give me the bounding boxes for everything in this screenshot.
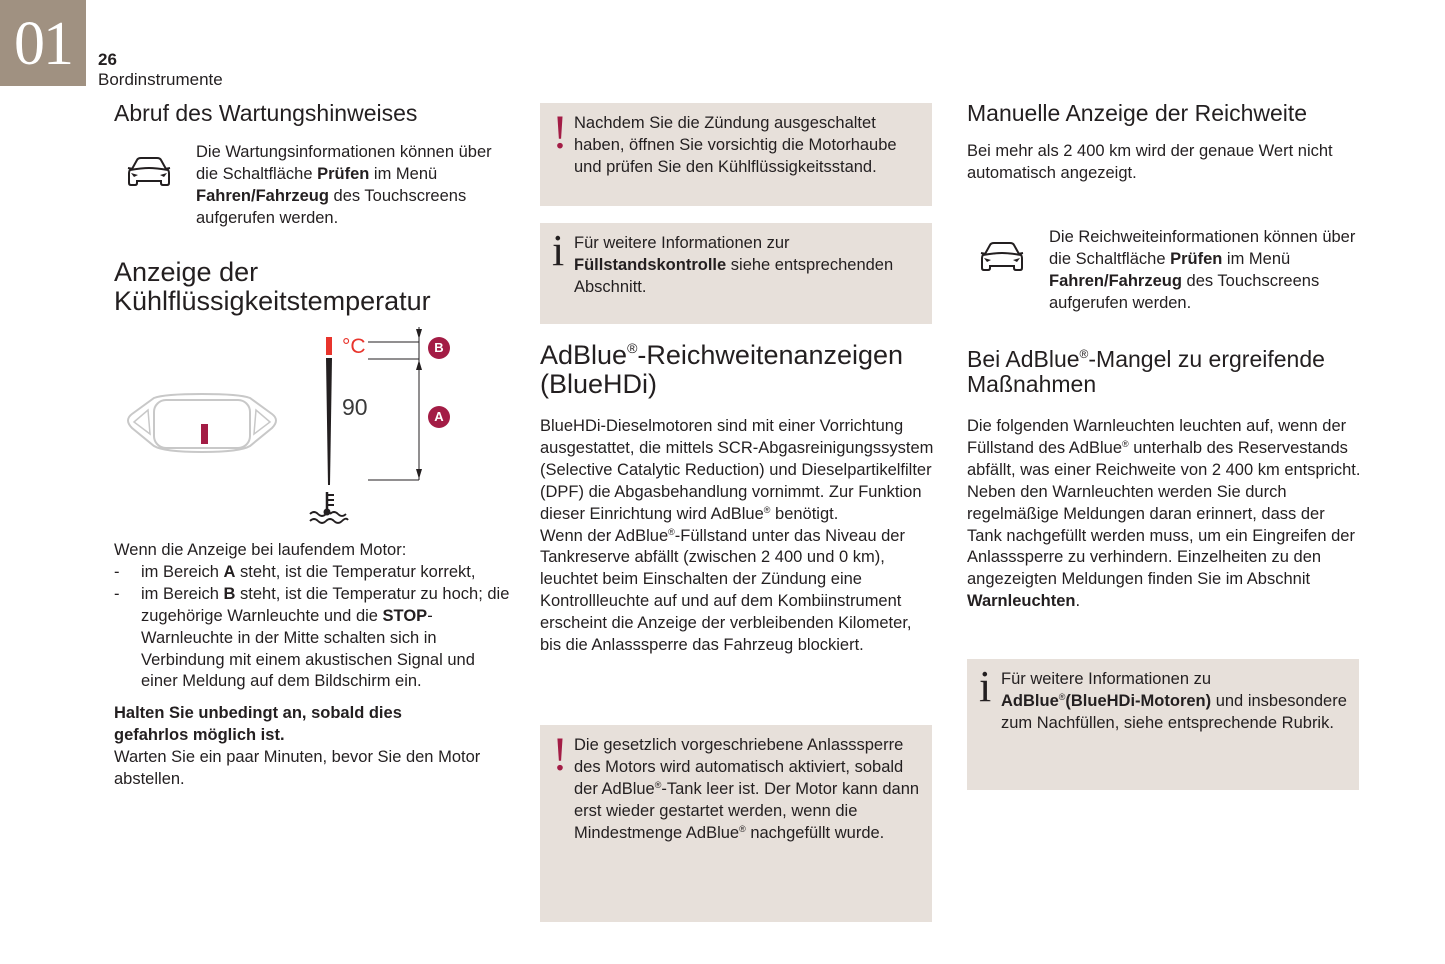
list-item: - im Bereich B steht, ist die Temperatur zu hoch; die zugehörige Warnleuchte und die STOP-Warnleuchte in der Mitte schalten sich in Verbindung mit einem akustischen Signal und einer Meldung auf dem Bildschirm ein. [114, 584, 510, 691]
warning-note-1 [540, 103, 932, 206]
instrument-cluster-illustration [124, 388, 280, 458]
gauge-red-zone [326, 337, 332, 355]
link-adblue-motoren: (BlueHDi-Motoren) [1065, 691, 1212, 710]
zone-a-badge: A [428, 406, 450, 428]
menu-reference: Fahren/Fahrzeug [1049, 271, 1182, 290]
temperature-indicator-bar [201, 424, 208, 444]
shortage-title: Bei AdBlue®-Mangel zu ergreifende Maßnahmen [967, 346, 1325, 397]
chapter-tab [0, 0, 86, 86]
info-note-1-text: Für weitere Informationen zur Füllstandskontrolle siehe entsprechenden Abschnitt. [574, 234, 894, 296]
info-note-2-text: Für weitere Informationen zu AdBlue®(BlueHDi-Motoren) und insbesondere zum Nachfüllen, siehe entsprechende Rubrik. [1001, 670, 1347, 732]
adblue-paragraph-1: BlueHDi-Dieselmotoren sind mit einer Vorrichtung ausgestattet, die mittels SCR-Abgasreinigungssystem (Selective Catalytic Reduction) und Dieselpartikelfilter (DPF) die Abgasbehandlung vornimmt. Zur Funktion dieser Einrichtung wird AdBlue® benötigt. [540, 417, 934, 523]
shortage-paragraph-1: Die folgenden Warnleuchten leuchten auf, wenn der Füllstand des AdBlue® unterhalb des Reservestands abfällt, was einer Reichweite von 2 400 km entspricht. [967, 417, 1361, 479]
gauge-needle-scale [326, 358, 332, 485]
range-info-text: Die Reichweiteinformationen können über die Schaltfläche Prüfen im Menü Fahren/Fahrzeug des Touchscreens aufgerufen werden. [1049, 228, 1356, 312]
adblue-title: AdBlue®-Reichweitenanzeigen (BlueHDi) [540, 340, 904, 399]
info-icon: i [979, 662, 992, 711]
coolant-title: Anzeige der Kühlflüssigkeitstemperatur [114, 257, 431, 316]
list-item: - im Bereich A steht, ist die Temperatur korrekt, [114, 562, 476, 581]
coolant-body [114, 540, 514, 791]
button-reference-pruefen: Prüfen [317, 164, 370, 183]
info-icon: i [552, 226, 565, 275]
chapter-number: 01 [14, 10, 72, 78]
warning-note-2 [540, 725, 932, 922]
coolant-temperature-icon [308, 490, 350, 526]
chapter-title: Bordinstrumente [98, 70, 223, 89]
wait-text: Warten Sie ein paar Minuten, bevor Sie den Motor abstellen. [114, 748, 481, 789]
adblue-body [540, 416, 936, 657]
adblue-paragraph-2: Wenn der AdBlue®-Füllstand unter das Niveau der Tankreserve abfällt (zwischen 2 400 und 0 km), leuchtet beim Einschalten der Zündung eine Kontrollleuchte auf und auf dem Kombiinstrument erscheint die Anzeige der verbleibenden Kilometer, bis die Anlasssperre das Fahrzeug blockiert. [540, 526, 912, 655]
page-number: 26 [98, 50, 117, 69]
value-label: 90 [342, 394, 368, 420]
warning-icon: ! [552, 728, 568, 781]
maintenance-text: Die Wartungsinformationen können über die Schaltfläche Prüfen im Menü Fahren/Fahrzeug des Touchscreens aufgerufen werden. [196, 143, 492, 227]
link-fuellstandskontrolle: Füllstandskontrolle [574, 255, 727, 274]
shortage-body [967, 416, 1363, 613]
link-warnleuchten: Warnleuchten [967, 592, 1076, 611]
shortage-paragraph-2: Neben den Warnleuchten werden Sie durch regelmäßige Meldungen daran erinnert, dass der Tank nachgefüllt werden muss, um ein Eingreifen der Anlasssperre zu verhindern. Einzelheiten zu den angezeigten Meldungen finden Sie im Abschnit Warnleuchten. [967, 482, 1355, 611]
manual-range-title: Manuelle Anzeige der Reichweite [967, 100, 1308, 126]
maintenance-title: Abruf des Wartungshinweises [114, 100, 418, 126]
car-front-icon [126, 155, 172, 189]
coolant-intro: Wenn die Anzeige bei laufendem Motor: [114, 541, 407, 559]
info-note-2 [967, 659, 1359, 790]
zone-b-badge: B [428, 337, 450, 359]
manual-range-text: Bei mehr als 2 400 km wird der genaue Wert nicht automatisch angezeigt. [967, 142, 1333, 182]
unit-label: °C [342, 335, 366, 358]
warning-icon: ! [552, 106, 568, 159]
car-front-icon [979, 240, 1025, 274]
stop-warning: Halten Sie unbedingt an, sobald dies gefahrlos möglich ist. [114, 704, 402, 745]
warning-note-1-text: Nachdem Sie die Zündung ausgeschaltet haben, öffnen Sie vorsichtig die Motorhaube und prüfen Sie den Kühlflüssigkeitsstand. [574, 114, 897, 176]
button-reference-pruefen: Prüfen [1170, 249, 1223, 268]
warning-note-2-text: Die gesetzlich vorgeschriebene Anlasssperre des Motors wird automatisch aktiviert, sobald der AdBlue®-Tank leer ist. Der Motor kann dann erst wieder gestartet werden, wenn die Mindestmenge AdBlue® nachgefüllt wurde. [574, 736, 920, 842]
menu-reference: Fahren/Fahrzeug [196, 186, 329, 205]
info-note-1 [540, 223, 932, 324]
